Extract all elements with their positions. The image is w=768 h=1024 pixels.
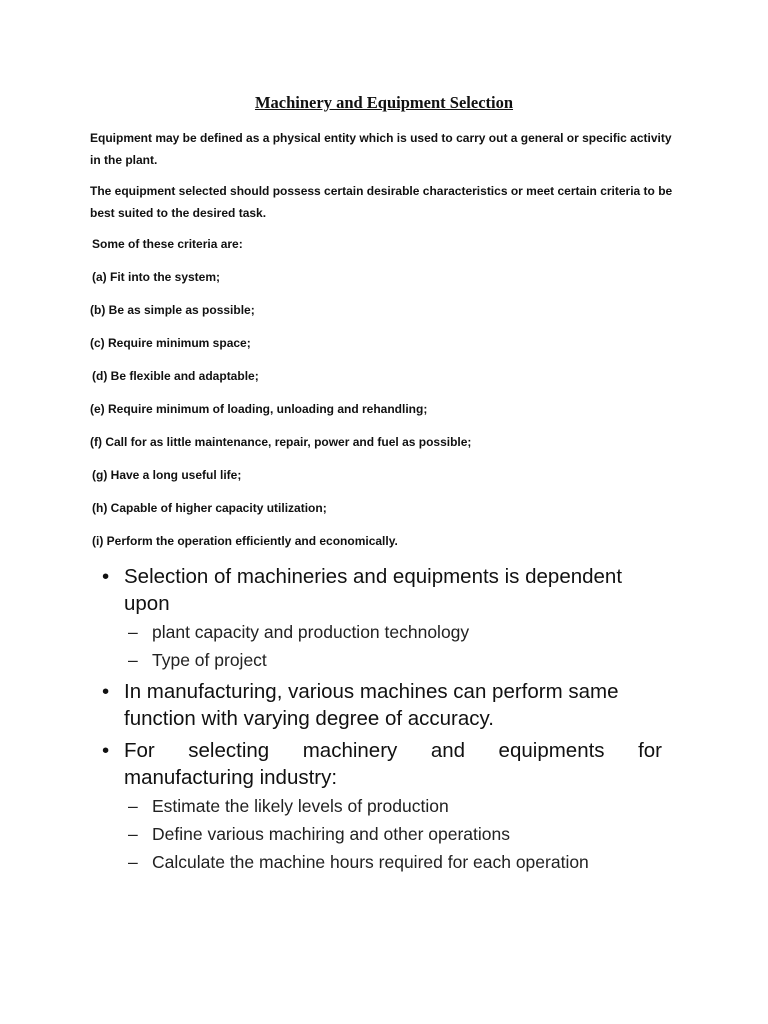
criteria-item-c: (c) Require minimum space; — [90, 336, 251, 350]
dash-icon: – — [128, 824, 138, 844]
criteria-item-h: (h) Capable of higher capacity utilization; — [92, 501, 327, 515]
bullet-icon: • — [102, 739, 110, 762]
bullet-text: In manufacturing, various machines can perform same function with varying degree of accuracy. — [124, 680, 619, 730]
sub-bullet-machine-hours — [128, 850, 589, 874]
sub-bullet-text: Define various machiring and other operations — [152, 824, 510, 844]
criteria-item-g: (g) Have a long useful life; — [92, 468, 242, 482]
definition-text: may be defined as a physical entity which is used to carry out a general or specific activity in the plant. — [90, 131, 672, 167]
equipment-definition-paragraph — [90, 127, 680, 171]
bullet-selection-dependency — [102, 563, 662, 617]
criteria-item-b: (b) Be as simple as possible; — [90, 303, 255, 317]
page-title: Machinery and Equipment Selection — [254, 93, 514, 112]
sub-bullet-text: Type of project — [152, 650, 267, 670]
criteria-item-i: (i) Perform the operation efficiently and economically. — [92, 534, 398, 548]
criteria-item-d: (d) Be flexible and adaptable; — [92, 369, 259, 383]
definition-lead-word: Equipment — [90, 131, 152, 145]
sub-bullet-plant-capacity — [128, 620, 469, 644]
criteria-item-f: (f) Call for as little maintenance, repair, power and fuel as possible; — [90, 435, 472, 449]
bullet-selecting-machinery — [102, 737, 662, 791]
dash-icon: – — [128, 622, 138, 642]
sub-bullet-text: plant capacity and production technology — [152, 622, 470, 642]
dash-icon: – — [128, 796, 138, 816]
bullet-text-line2: manufacturing industry: — [124, 766, 338, 789]
dash-icon: – — [128, 650, 138, 670]
sub-bullet-define-operations — [128, 822, 510, 846]
criteria-heading: Some of these criteria are: — [92, 237, 243, 251]
bullet-icon: • — [102, 680, 110, 703]
sub-bullet-estimate-production — [128, 794, 449, 818]
criteria-intro-paragraph: The equipment selected should possess certain desirable characteristics or meet certain criteria to be best suited to the desired task. — [90, 184, 673, 220]
dash-icon: – — [128, 852, 138, 872]
sub-bullet-text: Estimate the likely levels of production — [152, 796, 449, 816]
criteria-item-a: (a) Fit into the system; — [92, 270, 221, 284]
bullet-icon: • — [102, 565, 110, 588]
bullet-manufacturing-machines — [102, 678, 662, 732]
criteria-item-e: (e) Require minimum of loading, unloading and rehandling; — [90, 402, 428, 416]
sub-bullet-text: Calculate the machine hours required for each operation — [152, 852, 589, 872]
bullet-text-line1: For selecting machinery and equipments for — [124, 739, 662, 762]
sub-bullet-project-type — [128, 648, 267, 672]
bullet-text: Selection of machineries and equipments is dependent upon — [124, 565, 623, 615]
